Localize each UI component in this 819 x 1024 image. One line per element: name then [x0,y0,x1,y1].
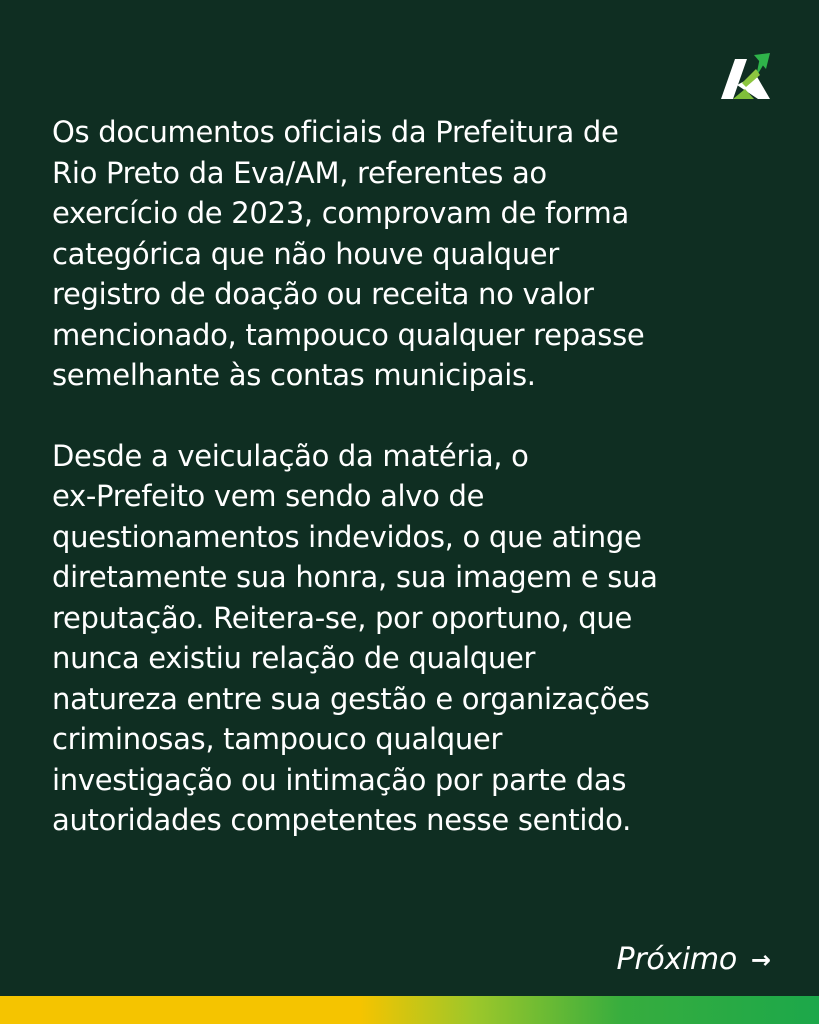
next-label: Próximo [616,942,737,977]
next-button[interactable] [617,942,771,977]
paragraph-1: Os documentos oficiais da Prefeitura de Rio Preto da Eva/AM, referentes ao exercício de 2023, comprovam de forma categórica que não houve qualquer registro de doação ou receita no valor mencionado, tampouco qualquer repasse semelhante às contas municipais. [52,115,645,392]
paragraph-2: Desde a veiculação da matéria, o ex-Prefeito vem sendo alvo de questionamentos indevidos, o que atinge diretamente sua honra, sua imagem e sua reputação. Reitera-se, por oportuno, que nunca existiu relação de qualquer natureza entre sua gestão e organizações criminosas, tampouco qualquer investigação ou intimação por parte das autoridades competentes nesse sentido. [52,438,658,837]
brand-stripe [0,996,819,1024]
arrow-right-icon: → [750,945,771,974]
statement-text [52,112,782,841]
brand-logo-icon [718,53,774,101]
